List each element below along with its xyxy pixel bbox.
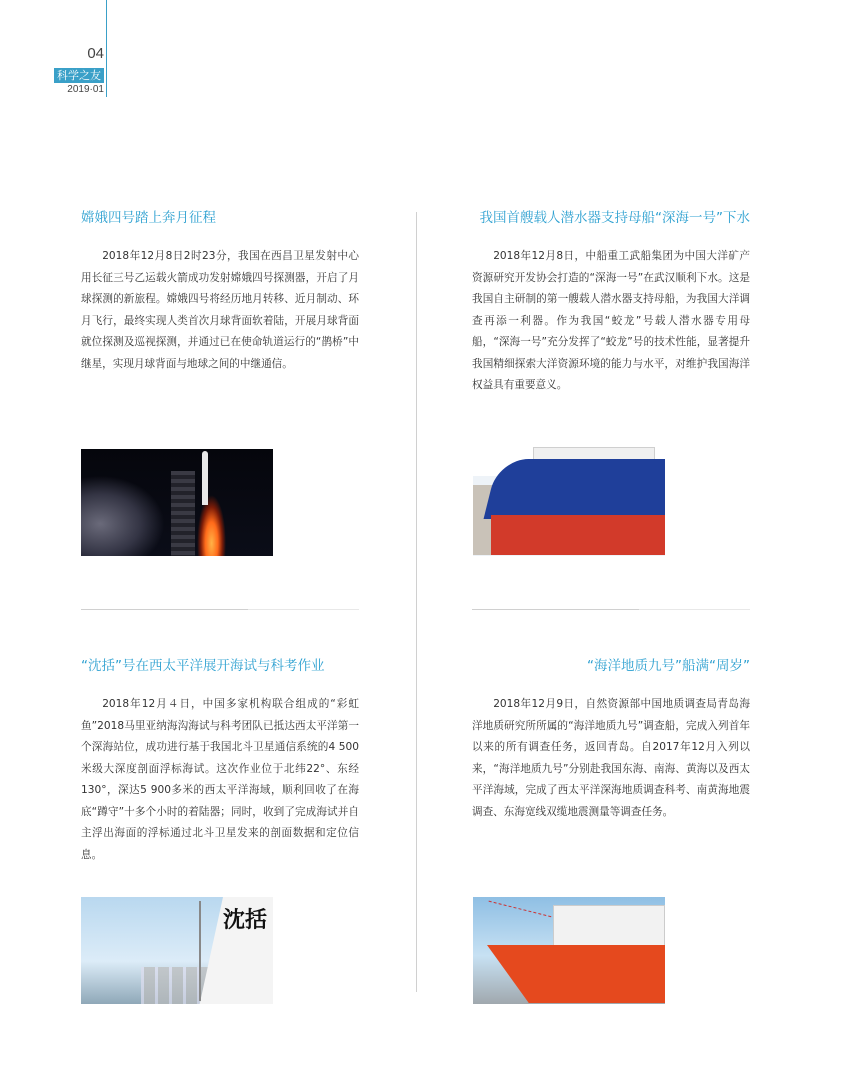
article-title: “沈括”号在西太平洋展开海试与科考作业: [81, 658, 325, 674]
article-title: “海洋地质九号”船满“周岁”: [587, 658, 750, 674]
column-divider: [416, 212, 417, 992]
magazine-title: 科学之友: [54, 68, 104, 83]
article-body: 2018年12月8日2时23分，我国在西昌卫星发射中心用长征三号乙运载火箭成功发射嫦娥四号探测器，开启了月球探测的新旅程。嫦娥四号将经历地月转移、近月制动、环月飞行，最终实现人类首次月球背面软着陆，开展月球背面就位探测及巡视探测，并通过已在使命轨道运行的“鹊桥”中继星，实现月球背面与地球之间的中继通信。: [81, 250, 359, 370]
article-body: 2018年12月9日，自然资源部中国地质调查局青岛海洋地质研究所所属的“海洋地质九号”调查船，完成入列首年以来的所有调查任务，返回青岛。自2017年12月入列以来，“海洋地质九号”分别赴我国东海、南海、黄海以及西太平洋海域，完成了西太平洋深海地质调查科考、南黄海地震调查、东海宽线双缆地震测量等调查任务。: [472, 698, 750, 818]
rocket: [202, 451, 208, 505]
ship-hull-blue: [484, 459, 665, 519]
shenkuo-ship-photo: [81, 897, 273, 1004]
ship-mast: [199, 901, 201, 1001]
ship-name-text: 沈括: [223, 907, 268, 933]
haiyang9-ship-photo: [473, 897, 665, 1004]
rocket-launch-photo: [81, 449, 273, 556]
article-change4: [81, 208, 359, 375]
ship-hull-red: [491, 515, 665, 555]
section-rule: [472, 609, 750, 610]
shenhai-ship-photo: [473, 445, 665, 556]
article-body: 2018年12月４日，中国多家机构联合组成的“彩虹鱼”2018马里亚纳海沟海试与科考团队已抵达西太平洋第一个深海站位，成功进行基于我国北斗卫星通信系统的4 500米级大深度剖面浮标海试。这次作业位于北纬22°、东经130°，深达5 900多米的西太平洋海域，顺利回收了在海底“蹲守”十多个小时的着陆器；同时，收到了完成海试并自主浮出海面的浮标通过北斗卫星发来的剖面数据和定位信息。: [81, 698, 359, 861]
header-rule: [106, 0, 107, 97]
article-title: 我国首艘载人潜水器支持母船“深海一号”下水: [479, 210, 750, 226]
article-shenhai1: [472, 208, 750, 397]
issue-date: 2019·01: [67, 84, 104, 95]
ship-hull-red: [487, 945, 665, 1003]
article-body: 2018年12月8日，中船重工武船集团为中国大洋矿产资源研究开发协会打造的“深海一号”在武汉顺利下水。这是我国自主研制的第一艘载人潜水器支持母船，为我国大洋调查再添一利器。作为我国“蛟龙”号载人潜水器专用母船，“深海一号”充分发挥了“蛟龙”号的技术性能，显著提升我国精细探索大洋资源环境的能力与水平，对维护我国海洋权益具有重要意义。: [472, 250, 750, 391]
page-number: 04: [87, 45, 104, 62]
launch-tower: [171, 471, 195, 556]
article-shenkuo: [81, 656, 359, 866]
article-title: 嫦娥四号踏上奔月征程: [81, 210, 216, 226]
article-haiyang9: [472, 656, 750, 823]
section-rule: [81, 609, 359, 610]
